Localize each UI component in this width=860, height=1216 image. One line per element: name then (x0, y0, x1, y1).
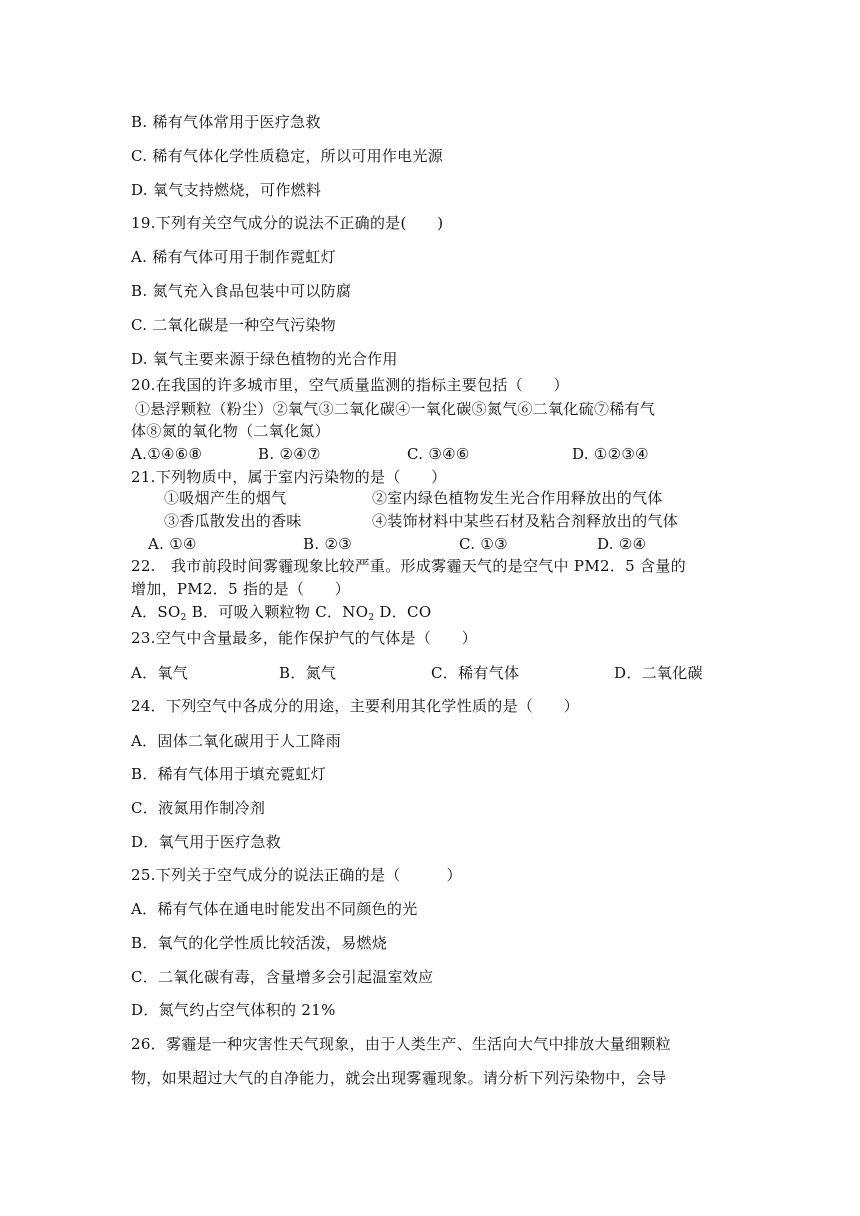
q19-option-a: A. 稀有气体可用于制作霓虹灯 (131, 248, 336, 266)
q21-stem: 21.下列物质中，属于室内污染物的是（ ） (131, 468, 447, 486)
q21-item-3: ③香瓜散发出的香味 (164, 512, 302, 530)
q20-option-d: D. ①②③④ (572, 445, 649, 463)
q25-option-c: C．二氧化碳有毒，含量增多会引起温室效应 (131, 968, 434, 986)
q19-option-b: B. 氮气充入食品包装中可以防腐 (131, 282, 352, 300)
q22-option-d: D．CO (374, 603, 432, 621)
q24-option-c: C．液氮用作制冷剂 (131, 799, 266, 817)
q18-option-d: D. 氧气支持燃烧，可作燃料 (131, 181, 322, 199)
q19-option-c: C. 二氧化碳是一种空气污染物 (131, 316, 336, 334)
q18-option-c: C. 稀有气体化学性质稳定，所以可用作电光源 (131, 147, 444, 165)
q23-option-b: B．氮气 (279, 664, 337, 682)
q24-stem: 24．下列空气中各成分的用途，主要利用其化学性质的是（ ） (131, 697, 580, 715)
q19-stem: 19.下列有关空气成分的说法不正确的是( ) (131, 214, 444, 232)
q22-stem-line-2: 增加，PM2．5 指的是（ ） (131, 580, 351, 598)
q25-option-a: A．稀有气体在通电时能发出不同颜色的光 (131, 900, 418, 918)
q21-item-2: ②室内绿色植物发生光合作用释放出的气体 (372, 489, 663, 507)
q18-option-b: B. 稀有气体常用于医疗急救 (131, 113, 321, 131)
q22-options (131, 603, 431, 621)
q25-option-b: B．氧气的化学性质比较活泼，易燃烧 (131, 934, 388, 952)
q21-item-1: ①吸烟产生的烟气 (164, 489, 287, 507)
q24-option-d: D．氧气用于医疗急救 (131, 833, 282, 851)
q21-option-b: B. ②③ (303, 535, 352, 553)
q25-stem: 25.下列关于空气成分的说法正确的是（ ） (131, 866, 462, 884)
q22-stem-line-1: 22. 我市前段时间雾霾现象比较严重。形成雾霾天气的是空气中 PM2．5 含量的 (131, 557, 686, 575)
q24-option-a: A．固体二氧化碳用于人工降雨 (131, 732, 342, 750)
q21-item-4: ④装饰材料中某些石材及粘合剂释放出的气体 (372, 512, 679, 530)
q20-option-a: A.①④⑥⑧ (131, 445, 203, 463)
q23-stem: 23.空气中含量最多，能作保护气的气体是（ ） (131, 629, 478, 647)
q21-option-c: C. ①③ (459, 535, 508, 553)
q20-item-line-2: 体⑧氮的氧化物（二氧化氮） (131, 422, 330, 440)
q23-option-a: A．氧气 (131, 664, 189, 682)
q19-option-d: D. 氧气主要来源于绿色植物的光合作用 (131, 350, 398, 368)
q20-option-b: B. ②④⑦ (258, 445, 321, 463)
q23-option-d: D．二氧化碳 (614, 664, 703, 682)
q22-option-a-subscript: 2 (180, 613, 187, 623)
q24-option-b: B．稀有气体用于填充霓虹灯 (131, 765, 326, 783)
q22-option-c-subscript: 2 (368, 613, 375, 623)
q22-option-b-c: B．可吸入颗粒物 C．NO (186, 603, 369, 621)
q25-option-d: D．氮气约占空气体积的 21% (131, 1001, 336, 1019)
q20-item-line-1: ①悬浮颗粒（粉尘）②氧气③二氧化碳④一氧化碳⑤氮气⑥二氧化硫⑦稀有气 (135, 400, 656, 418)
q21-option-a: A. ①④ (148, 535, 197, 553)
q21-option-d: D. ②④ (597, 535, 647, 553)
q23-option-c: C．稀有气体 (431, 664, 520, 682)
q20-stem: 20.在我国的许多城市里，空气质量监测的指标主要包括（ ） (131, 376, 569, 394)
q26-stem-line-1: 26．雾霾是一种灾害性天气现象，由于人类生产、生活向大气中排放大量细颗粒 (131, 1035, 671, 1053)
q20-option-c: C. ③④⑥ (407, 445, 470, 463)
q22-option-a: A．SO (131, 603, 181, 621)
q26-stem-line-2: 物，如果超过大气的自净能力，就会出现雾霾现象。请分析下列污染物中，会导 (131, 1069, 667, 1087)
